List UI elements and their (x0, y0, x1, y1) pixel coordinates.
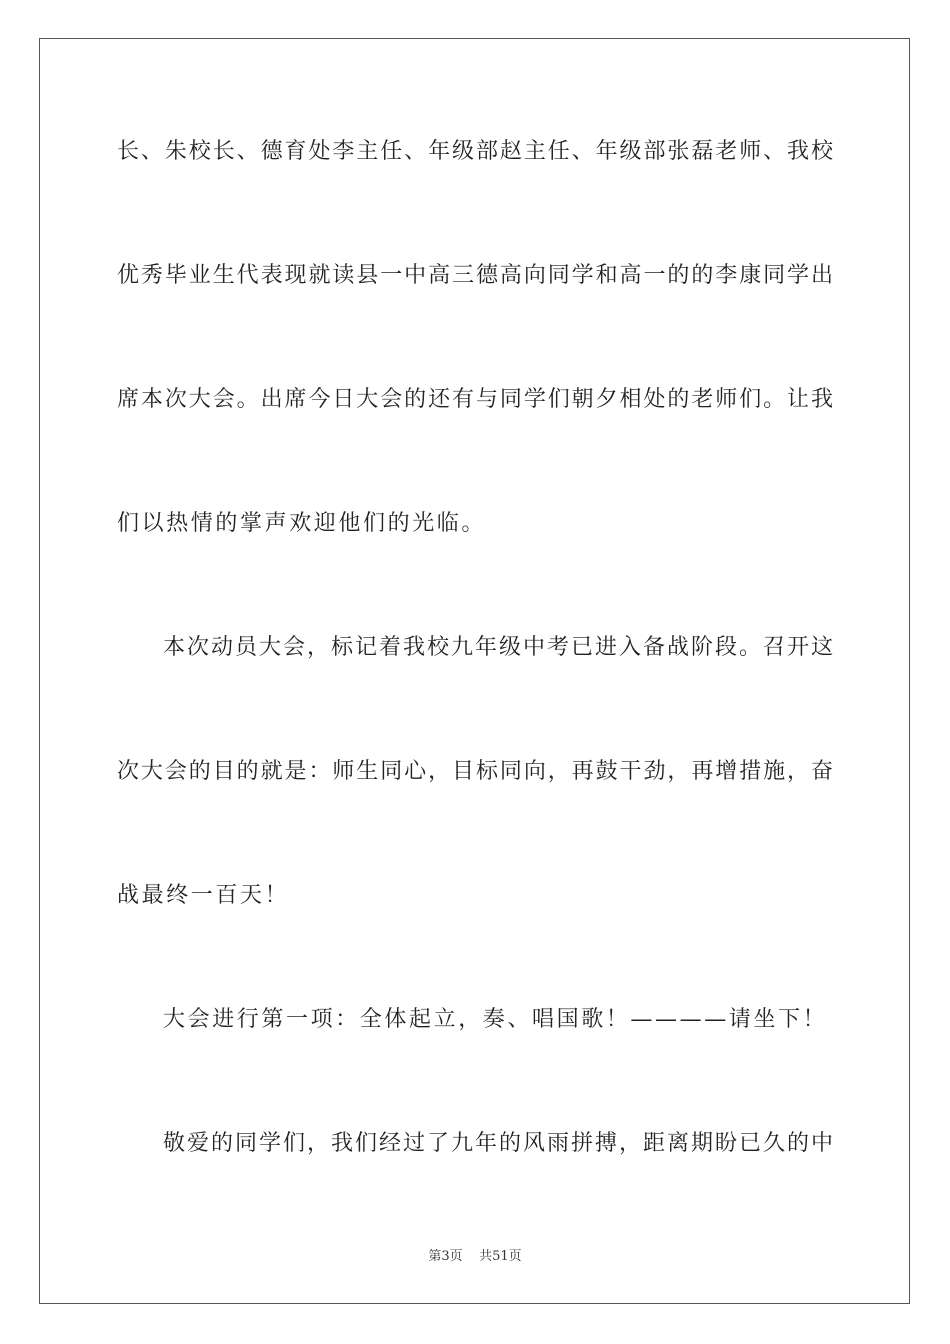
body-line: 们以热情的掌声欢迎他们的光临。 (117, 511, 487, 536)
paragraph-first-line: 本次动员大会，标记着我校九年级中考已进入备战阶段。召开这 (163, 635, 833, 660)
body-line: 战最终一百天！ (117, 883, 290, 908)
body-line: 长、朱校长、德育处李主任、年级部赵主任、年级部张磊老师、我校 (117, 139, 833, 164)
paragraph-first-line: 敬爱的同学们，我们经过了九年的风雨拼搏，距离期盼已久的中 (163, 1131, 833, 1156)
page-footer (0, 1248, 950, 1266)
page-number: 第3页 (428, 1249, 463, 1264)
body-line: 席本次大会。出席今日大会的还有与同学们朝夕相处的老师们。让我 (117, 387, 833, 412)
body-line: 次大会的目的就是：师生同心，目标同向，再鼓干劲，再增措施，奋 (117, 759, 833, 784)
page-total: 共51页 (479, 1249, 522, 1264)
paragraph-first-line: 大会进行第一项：全体起立，奏、唱国歌！————请坐下！ (163, 1007, 828, 1032)
body-line: 优秀毕业生代表现就读县一中高三德高向同学和高一的的李康同学出 (117, 263, 833, 288)
page-border (39, 38, 910, 1304)
